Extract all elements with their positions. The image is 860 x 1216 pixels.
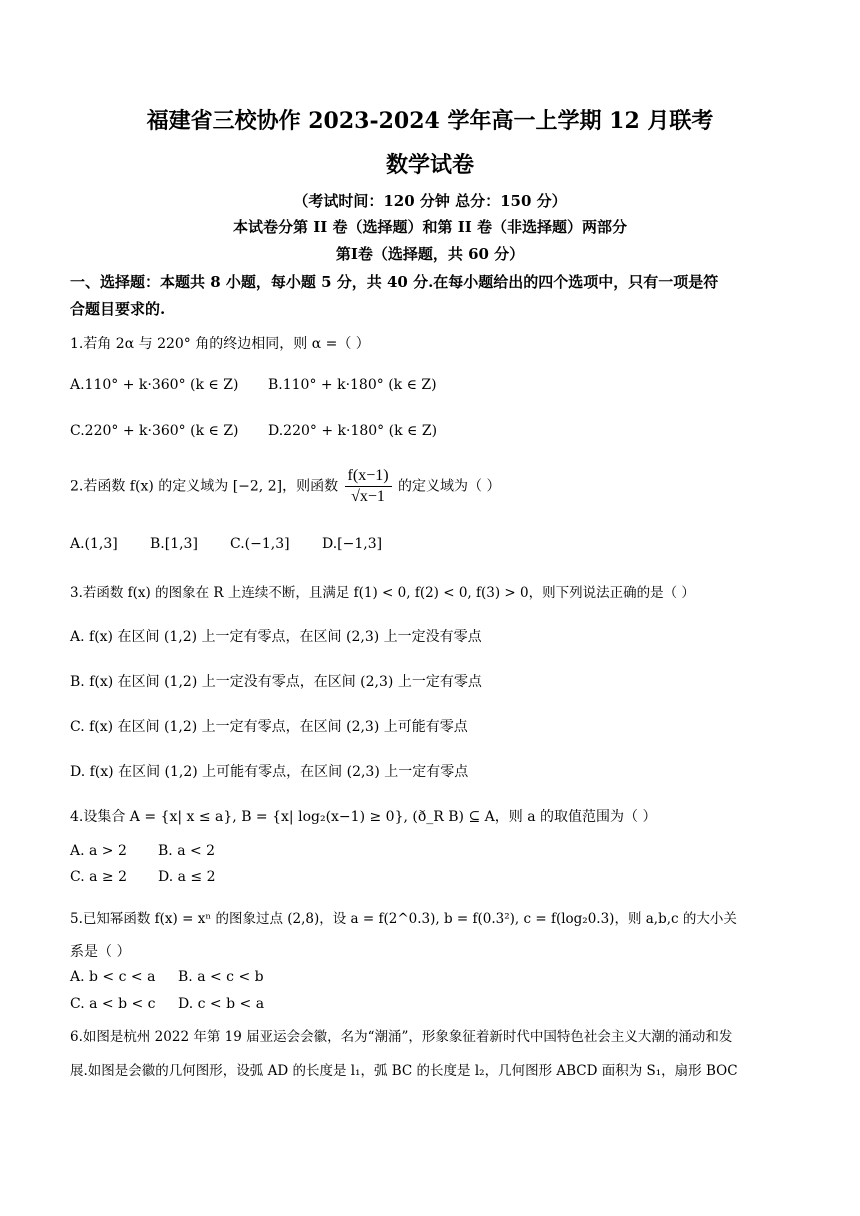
question-3-option-d: D. f(x) 在区间 (1,2) 上可能有零点，在区间 (2,3) 上一定有零点	[70, 764, 469, 780]
section-heading-line1: 一、选择题：本题共 8 小题，每小题 5 分，共 40 分.在每小题给出的四个选项中，只有一项是符	[70, 273, 719, 291]
page-title: 福建省三校协作 2023-2024 学年高一上学期 12 月联考	[146, 108, 714, 134]
question-6-stem-line1: 6.如图是杭州 2022 年第 19 届亚运会会徽，名为“潮涌”，形象象征着新时代中国特色社会主义大潮的涌动和发	[70, 1029, 733, 1045]
question-5-stem-line1: 5.已知幂函数 f(x) = xⁿ 的图象过点 (2,8)，设 a = f(2^0.3), b = f(0.3²), c = f(log₂0.3)，则 a,b,c 的大小关	[70, 911, 737, 927]
question-3-stem: 3.若函数 f(x) 的图象在 R 上连续不断，且满足 f(1) < 0, f(2) < 0, f(3) > 0，则下列说法正确的是（ ）	[70, 585, 695, 601]
question-3-option-b: B. f(x) 在区间 (1,2) 上一定没有零点，在区间 (2,3) 上一定有零点	[70, 674, 482, 690]
question-1-option-b: B.110° + k·180° (k ∈ Z)	[268, 377, 437, 393]
question-1-option-d: D.220° + k·180° (k ∈ Z)	[268, 423, 438, 439]
volume-heading: 第Ⅰ卷（选择题，共 60 分）	[335, 245, 525, 263]
question-4-option-a: A. a > 2	[70, 843, 127, 859]
question-3-option-c: C. f(x) 在区间 (1,2) 上一定有零点，在区间 (2,3) 上可能有零点	[70, 719, 468, 735]
question-4-option-d: D. a ≤ 2	[158, 869, 216, 885]
question-5-option-c: C. a < b < c	[70, 996, 156, 1012]
question-5-option-d: D. c < b < a	[178, 996, 265, 1012]
question-2-stem-post: 的定义域为（ ）	[398, 478, 501, 495]
question-2-fraction-denominator: √x−1	[351, 488, 385, 505]
question-3-option-a: A. f(x) 在区间 (1,2) 上一定有零点，在区间 (2,3) 上一定没有零点	[70, 629, 482, 645]
question-4-stem: 4.设集合 A = {x| x ≤ a}, B = {x| log₂(x−1) ≥ 0}, (ð_R B) ⊆ A，则 a 的取值范围为（ ）	[70, 809, 657, 825]
question-1-option-c: C.220° + k·360° (k ∈ Z)	[70, 423, 239, 439]
question-2-option-c: C.(−1,3]	[230, 536, 290, 552]
page-subtitle: 数学试卷	[385, 152, 474, 178]
exam-structure: 本试卷分第 II 卷（选择题）和第 II 卷（非选择题）两部分	[233, 218, 627, 236]
question-2-stem	[70, 466, 500, 507]
exam-info: （考试时间：120 分钟 总分：150 分）	[293, 192, 567, 210]
question-2-fraction	[345, 466, 392, 507]
question-2-option-b: B.[1,3]	[150, 536, 198, 552]
question-1-option-a: A.110° + k·360° (k ∈ Z)	[70, 377, 239, 393]
question-5-stem-line2: 系是（ ）	[70, 944, 131, 960]
question-5-option-a: A. b < c < a	[70, 969, 156, 985]
question-2-option-d: D.[−1,3]	[322, 536, 383, 552]
question-2-fraction-numerator: f(x−1)	[345, 466, 392, 487]
question-2-stem-pre: 2.若函数 f(x) 的定义域为 [−2, 2]，则函数	[70, 478, 339, 495]
question-6-stem-line2: 展.如图是会徽的几何图形，设弧 AD 的长度是 l₁，弧 BC 的长度是 l₂，几何图形 ABCD 面积为 S₁，扇形 BOC	[70, 1063, 738, 1079]
question-2-option-a: A.(1,3]	[70, 536, 118, 552]
question-5-option-b: B. a < c < b	[178, 969, 264, 985]
question-4-option-c: C. a ≥ 2	[70, 869, 127, 885]
question-4-option-b: B. a < 2	[158, 843, 216, 859]
question-1-stem: 1.若角 2α 与 220° 角的终边相同，则 α =（ ）	[70, 336, 370, 352]
section-heading-line2: 合题目要求的.	[70, 300, 166, 318]
